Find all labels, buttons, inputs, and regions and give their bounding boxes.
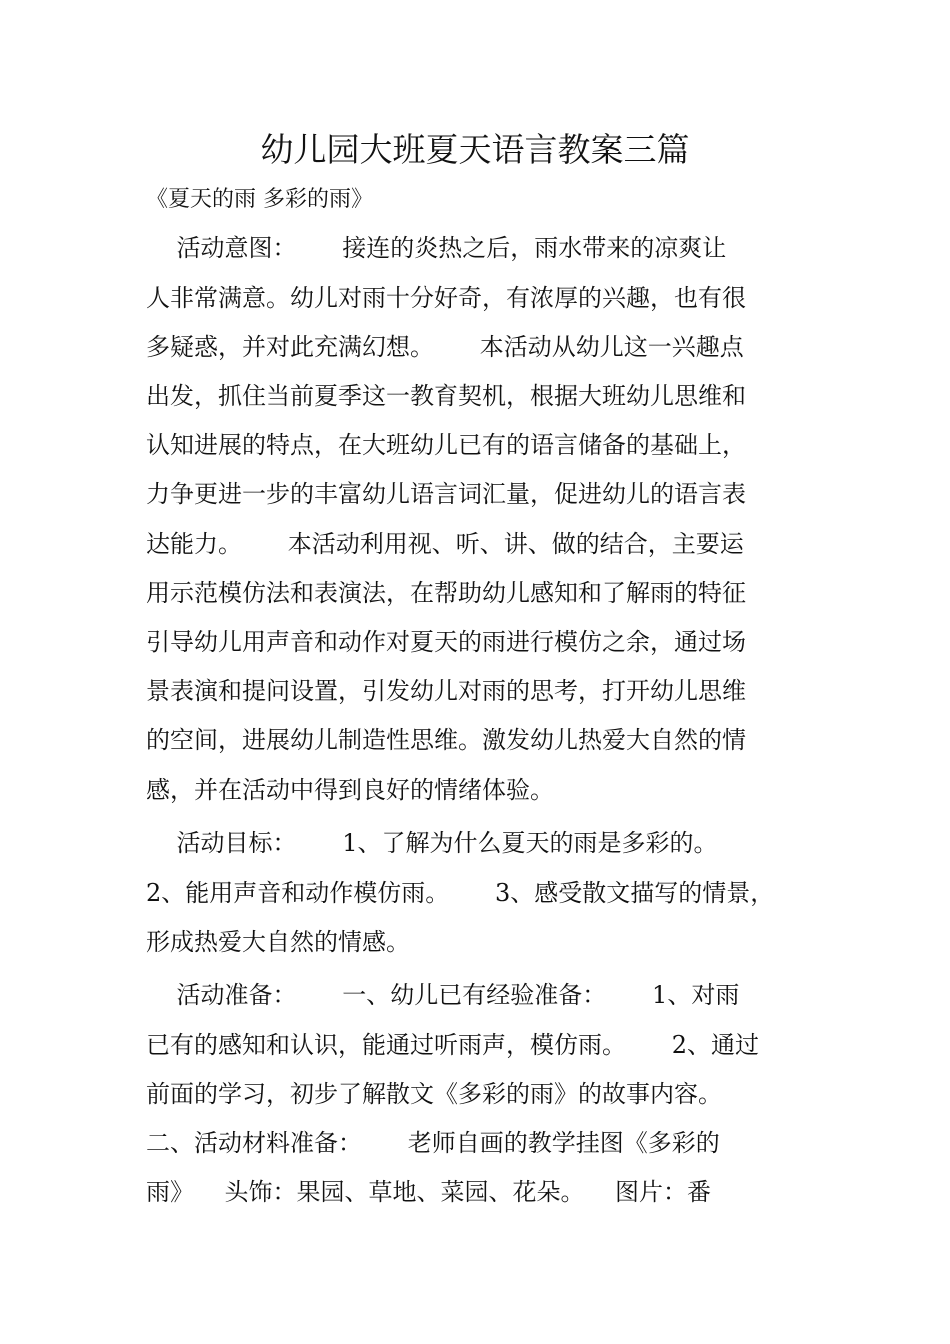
body-line: 活动准备： 一、幼儿已有经验准备： 1、对雨 — [146, 981, 740, 1009]
body-line: 多疑惑，并对此充满幻想。 本活动从幼儿这一兴趣点 — [146, 333, 744, 361]
body-line: 雨》 头饰：果园、草地、菜园、花朵。 图片：番 — [146, 1178, 712, 1206]
body-line: 活动目标： 1、了解为什么夏天的雨是多彩的。 — [146, 829, 718, 857]
body-line: 用示范模仿法和表演法，在帮助幼儿感知和了解雨的特征 — [146, 579, 746, 607]
body-line: 活动意图： 接连的炎热之后，雨水带来的凉爽让 — [146, 234, 727, 262]
document-title: 幼儿园大班夏天语言教案三篇 — [260, 130, 690, 169]
body-line: 认知进展的特点，在大班幼儿已有的语言储备的基础上， — [146, 431, 746, 459]
body-line: 人非常满意。幼儿对雨十分好奇，有浓厚的兴趣，也有很 — [146, 284, 746, 312]
body-line: 二、活动材料准备： 老师自画的教学挂图《多彩的 — [146, 1129, 720, 1157]
body-line: 已有的感知和认识，能通过听雨声，模仿雨。 2、通过 — [146, 1031, 760, 1059]
body-line: 形成热爱大自然的情感。 — [146, 928, 410, 956]
body-line: 前面的学习，初步了解散文《多彩的雨》的故事内容。 — [146, 1080, 722, 1108]
body-line: 感，并在活动中得到良好的情绪体验。 — [146, 776, 554, 804]
body-line: 力争更进一步的丰富幼儿语言词汇量，促进幼儿的语言表 — [146, 480, 746, 508]
body-line: 景表演和提问设置，引发幼儿对雨的思考，打开幼儿思维 — [146, 677, 746, 705]
document-subtitle: 《夏天的雨 多彩的雨》 — [146, 187, 373, 212]
body-line: 达能力。 本活动利用视、听、讲、做的结合，主要运 — [146, 530, 744, 558]
body-line: 引导幼儿用声音和动作对夏天的雨进行模仿之余，通过场 — [146, 628, 746, 656]
body-line: 的空间，进展幼儿制造性思维。激发幼儿热爱大自然的情 — [146, 726, 746, 754]
body-line: 2、能用声音和动作模仿雨。 3、感受散文描写的情景， — [146, 879, 775, 907]
body-line: 出发，抓住当前夏季这一教育契机，根据大班幼儿思维和 — [146, 382, 746, 410]
